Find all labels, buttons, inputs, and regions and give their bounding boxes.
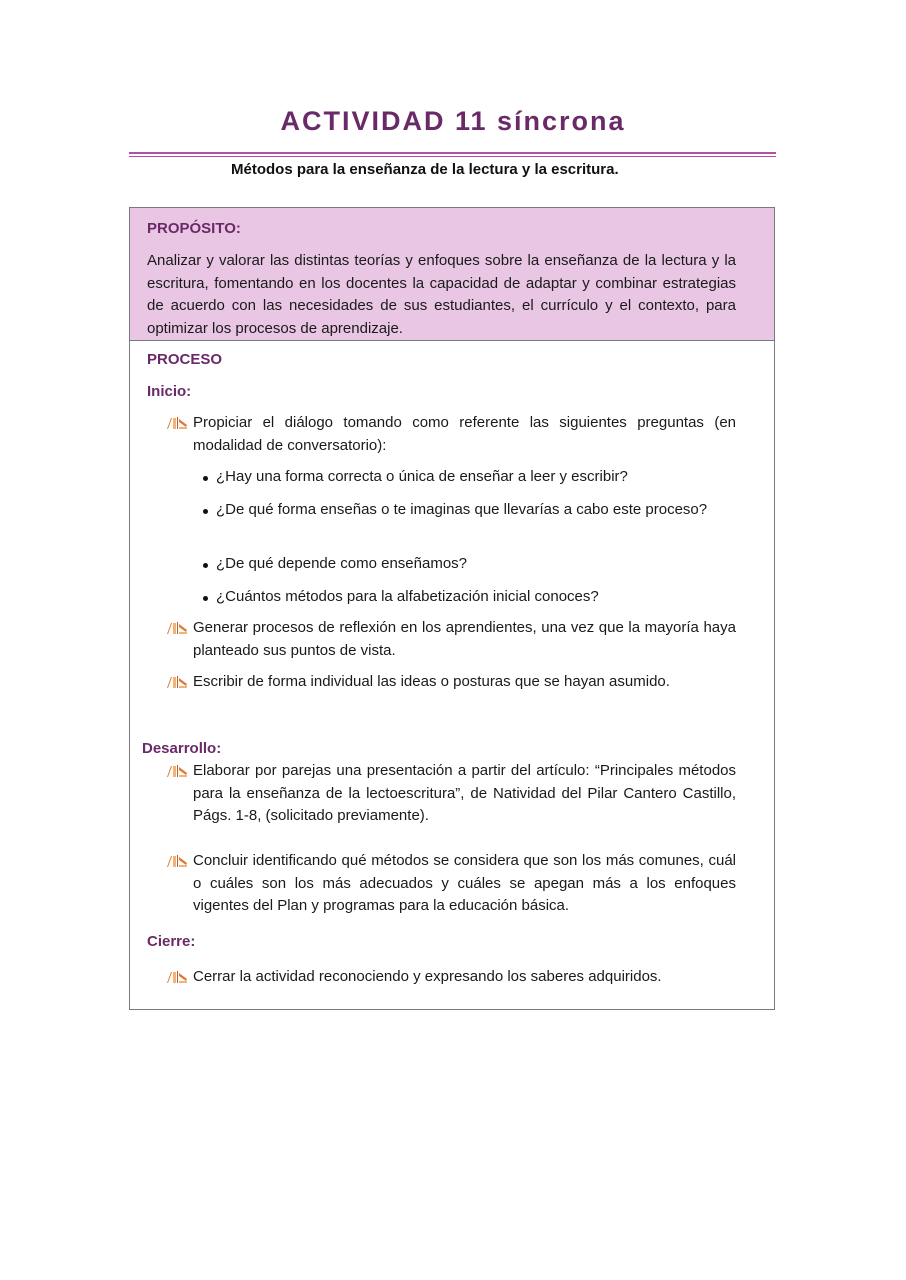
cierre-item-1: Cerrar la actividad reconociendo y expresando los saberes adquiridos. [193,968,662,985]
inicio-item-2: Generar procesos de reflexión en los aprendientes, una vez que la mayoría haya planteado sus puntos de vista. [193,619,736,659]
disc-bullet-icon [203,476,208,481]
page-subtitle: Métodos para la enseñanza de la lectura y la escritura. [231,161,619,178]
question-4: ¿Cuántos métodos para la alfabetización inicial conoces? [216,588,599,605]
disc-bullet-icon [203,596,208,601]
book-bullet-icon [166,416,188,430]
inicio-item-3: Escribir de forma individual las ideas o posturas que se hayan asumido. [193,673,670,690]
desarrollo-heading: Desarrollo: [142,740,222,757]
proposito-text: Analizar y valorar las distintas teorías y enfoques sobre la enseñanza de la lectura y la escritura, fomentando en los docentes la capacidad de adaptar y combinar estrategias de acuerdo con las necesidades de sus estudiantes, el currículo y el contexto, para optimizar los procesos de aprendizaje. [147,252,736,337]
question-2: ¿De qué forma enseñas o te imaginas que llevarías a cabo este proceso? [216,501,708,518]
book-bullet-icon [166,854,188,868]
question-3: ¿De qué depende como enseñamos? [216,555,468,572]
book-bullet-icon [166,675,188,689]
desarrollo-item-1: Elaborar por parejas una presentación a partir del artículo: “Principales métodos para la enseñanza de la lectoescritura”, de Natividad del Pilar Cantero Castillo, Págs. 1-8, (solicitado previamente). [193,762,736,824]
title-rule [129,152,776,154]
disc-bullet-icon [203,563,208,568]
activity-box [129,207,775,1010]
proposito-section [130,208,774,341]
cierre-heading: Cierre: [147,933,196,950]
book-bullet-icon [166,621,188,635]
proceso-heading: PROCESO [147,351,223,368]
question-1: ¿Hay una forma correcta o única de enseñar a leer y escribir? [216,468,628,485]
title-rule-thin [129,156,776,157]
book-bullet-icon [166,970,188,984]
proposito-heading: PROPÓSITO: [147,220,241,237]
book-bullet-icon [166,764,188,778]
desarrollo-item-2: Concluir identificando qué métodos se considera que son los más comunes, cuál o cuáles son los más adecuados y cuáles se apegan más a los enfoques vigentes del Plan y programas para la educación básica. [193,852,736,914]
inicio-item-1: Propiciar el diálogo tomando como referente las siguientes preguntas (en modalidad de conversatorio): [193,414,736,454]
page-title: ACTIVIDAD 11 síncrona [280,106,626,136]
inicio-heading: Inicio: [147,383,192,400]
disc-bullet-icon [203,509,208,514]
